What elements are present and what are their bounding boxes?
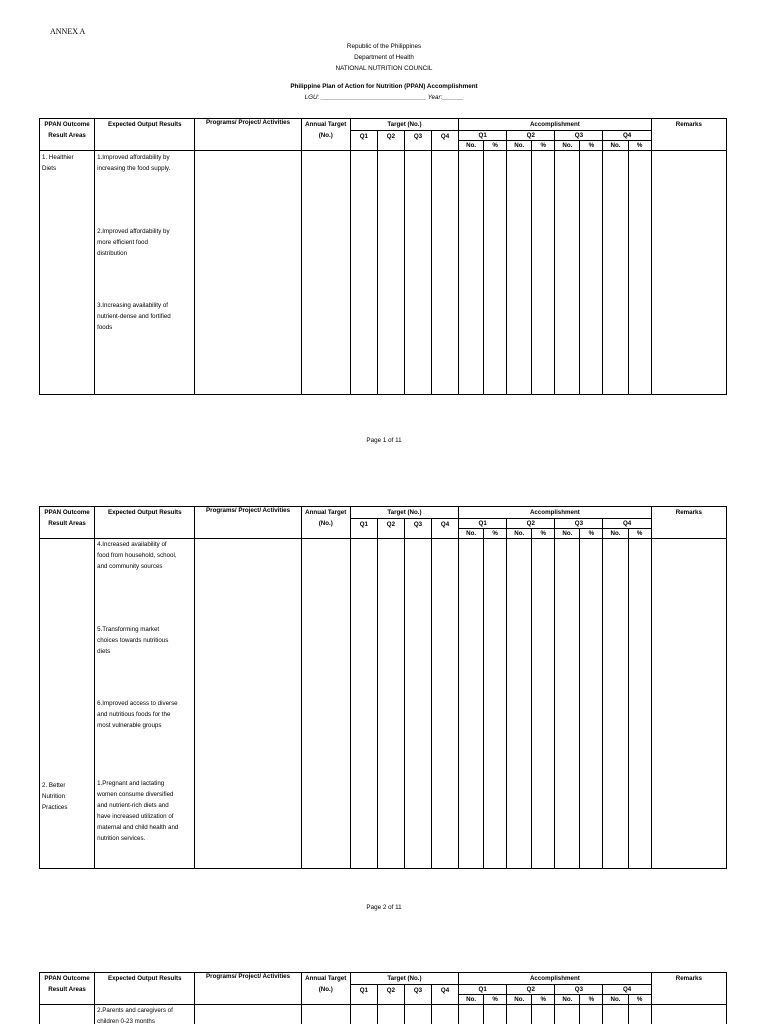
acc-q4: Q4 <box>603 131 651 141</box>
acc-q3-no: No. <box>555 995 580 1005</box>
acc-q2-no: No. <box>507 529 532 539</box>
col-header-outcome: PPAN Outcome Result Areas <box>40 973 95 1005</box>
acc-q4-pct: % <box>628 141 651 151</box>
acc-q3: Q3 <box>555 131 603 141</box>
acc-q2: Q2 <box>507 519 555 529</box>
target-q4: Q4 <box>432 131 459 151</box>
annex-label: ANNEX A <box>50 27 86 36</box>
page-number-1: Page 1 of 11 <box>366 437 402 444</box>
col-header-outcome: PPAN Outcome Result Areas <box>40 507 95 539</box>
col-header-outcome: PPAN Outcome Result Areas <box>40 119 95 151</box>
col-header-accomplishment: Accomplishment <box>459 507 652 519</box>
acc-q1-no: No. <box>459 995 484 1005</box>
target-q4: Q4 <box>432 519 459 539</box>
target-q1: Q1 <box>350 131 377 151</box>
col-header-programs: Programs/ Project/ Activities <box>195 507 301 539</box>
acc-q3: Q3 <box>555 985 603 995</box>
outcome-cell: 1. Healthier Diets <box>40 151 95 395</box>
header-line-department: Department of Health <box>354 54 414 61</box>
target-q1: Q1 <box>350 985 377 1005</box>
col-header-target: Target (No.) <box>350 973 458 985</box>
col-header-accomplishment: Accomplishment <box>459 119 652 131</box>
acc-q2-pct: % <box>532 141 555 151</box>
col-header-annual-target: Annual Target (No.) <box>301 507 350 539</box>
col-header-annual-target: Annual Target (No.) <box>301 119 350 151</box>
acc-q4-no: No. <box>603 529 628 539</box>
acc-q4: Q4 <box>603 985 651 995</box>
document-header <box>0 41 768 103</box>
output-cell: 2.Parents and caregivers of children 0-23 months <box>95 1005 195 1024</box>
lgu-year-line: LGU: ______________________________ Year:______ <box>304 94 464 101</box>
col-header-programs: Programs/ Project/ Activities <box>195 119 301 151</box>
acc-q3-pct: % <box>580 141 603 151</box>
header-line-republic: Republic of the Philippines <box>346 43 422 50</box>
acc-q4-pct: % <box>628 529 651 539</box>
output-cell: 4.Increased availability of food from household, school, and community sources 5.Transforming market choices towards nutritious diets 6.Improved access to diverse and nutritious foods for the most vulnerable groups 1.Pregnant and lactating women consume diversified and nutrient-rich diets and have increased utilization of maternal and child health and nutrition services. <box>95 539 195 869</box>
col-header-output: Expected Output Results <box>95 973 195 1005</box>
target-q3: Q3 <box>404 985 431 1005</box>
acc-q4-no: No. <box>603 995 628 1005</box>
table-row <box>40 539 727 869</box>
target-q4: Q4 <box>432 985 459 1005</box>
acc-q2-pct: % <box>532 529 555 539</box>
target-q3: Q3 <box>404 131 431 151</box>
col-header-output: Expected Output Results <box>95 507 195 539</box>
output-cell: 1.Improved affordability by increasing the food supply. 2.Improved affordability by more efficient food distribution 3.Increasing availability of nutrient-dense and fortified foods <box>95 151 195 395</box>
page-number-2: Page 2 of 11 <box>366 904 402 911</box>
acc-q1: Q1 <box>459 985 507 995</box>
col-header-remarks: Remarks <box>651 973 726 1005</box>
col-header-programs: Programs/ Project/ Activities <box>195 973 301 1005</box>
outcome-cell: 2. Better Nutrition Practices <box>40 539 95 869</box>
acc-q2-pct: % <box>532 995 555 1005</box>
acc-q1-no: No. <box>459 529 484 539</box>
col-header-remarks: Remarks <box>651 119 726 151</box>
acc-q3-no: No. <box>555 141 580 151</box>
acc-q4-no: No. <box>603 141 628 151</box>
acc-q2: Q2 <box>507 131 555 141</box>
ppan-table-page-3 <box>39 972 727 1024</box>
table-row <box>40 1005 727 1024</box>
table-row <box>40 151 727 395</box>
acc-q1: Q1 <box>459 519 507 529</box>
col-header-target: Target (No.) <box>350 119 458 131</box>
target-q1: Q1 <box>350 519 377 539</box>
acc-q4-pct: % <box>628 995 651 1005</box>
col-header-remarks: Remarks <box>651 507 726 539</box>
col-header-output: Expected Output Results <box>95 119 195 151</box>
acc-q3-no: No. <box>555 529 580 539</box>
ppan-table-page-1 <box>39 118 727 395</box>
ppan-table-page-2 <box>39 506 727 869</box>
acc-q1-pct: % <box>484 995 507 1005</box>
acc-q1-no: No. <box>459 141 484 151</box>
target-q2: Q2 <box>377 131 404 151</box>
acc-q2-no: No. <box>507 995 532 1005</box>
outcome-cell <box>40 1005 95 1024</box>
acc-q3: Q3 <box>555 519 603 529</box>
acc-q3-pct: % <box>580 995 603 1005</box>
acc-q4: Q4 <box>603 519 651 529</box>
target-q3: Q3 <box>404 519 431 539</box>
acc-q2-no: No. <box>507 141 532 151</box>
col-header-target: Target (No.) <box>350 507 458 519</box>
target-q2: Q2 <box>377 519 404 539</box>
acc-q2: Q2 <box>507 985 555 995</box>
col-header-annual-target: Annual Target (No.) <box>301 973 350 1005</box>
header-line-council: NATIONAL NUTRITION COUNCIL <box>335 65 433 72</box>
target-q2: Q2 <box>377 985 404 1005</box>
acc-q3-pct: % <box>580 529 603 539</box>
col-header-accomplishment: Accomplishment <box>459 973 652 985</box>
acc-q1-pct: % <box>484 529 507 539</box>
document-title: Philippine Plan of Action for Nutrition (PPAN) Accomplishment <box>290 83 478 90</box>
acc-q1-pct: % <box>484 141 507 151</box>
acc-q1: Q1 <box>459 131 507 141</box>
